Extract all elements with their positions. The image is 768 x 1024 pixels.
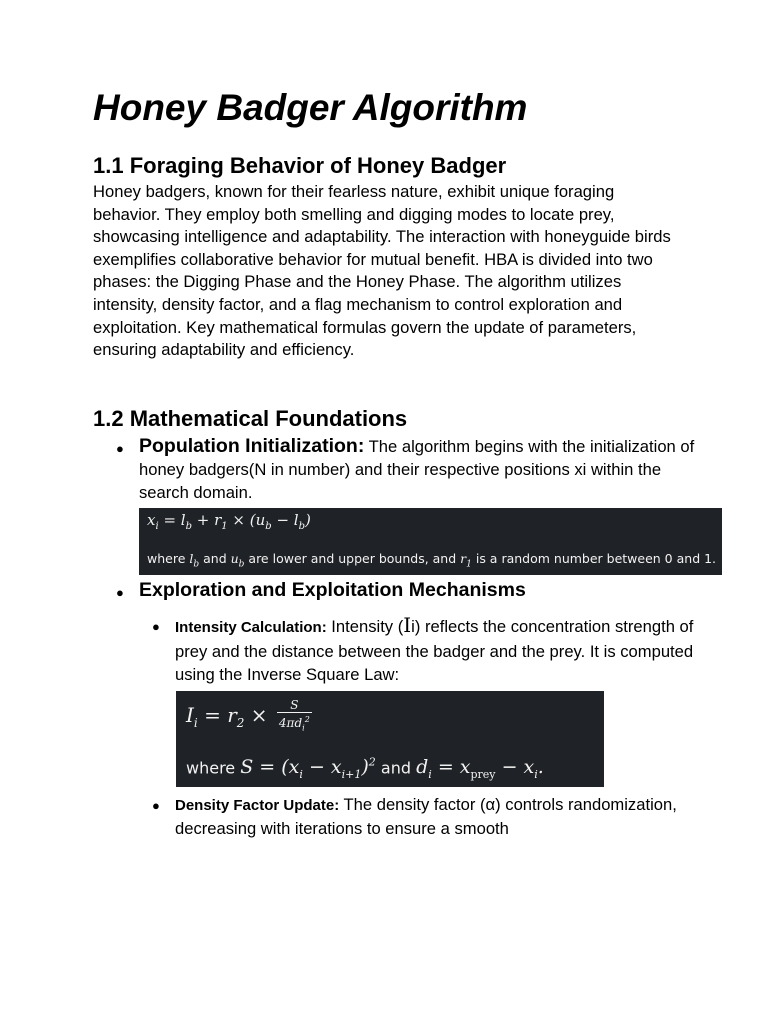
density-factor-text: The density factor (α) controls randomization, decreasing with iterations to ensure a smooth: [175, 795, 677, 838]
intensity-formula: $I_i = r_2$ × $\frac{S}{4\pi d_i^2}$: [186, 698, 310, 733]
section-heading-math-foundations: 1.2 Mathematical Foundations: [93, 406, 408, 431]
density-factor-lead: Density Factor Update:: [175, 797, 340, 814]
exploration-heading-item: [139, 579, 699, 602]
page-title: Honey Badger Algorithm: [93, 87, 528, 128]
intensity-formula-image: [176, 691, 604, 787]
intensity-formula-note: where $S = (x_i - x_{i+1})^2$ and $d_i = x_{prey} - x_i$.: [186, 756, 544, 782]
population-formula-image: [139, 508, 722, 575]
population-initialization-item: [139, 435, 699, 504]
population-initialization-lead: Population Initialization:: [139, 435, 365, 457]
foraging-paragraph: Honey badgers, known for their fearless nature, exhibit unique foraging behavior. They employ both smelling and digging modes to locate prey, showcasing intelligence and adaptability. The interaction with honeyguide birds exemplifies collaborative behavior for mutual benefit. HBA is divided into two phases: the Digging Phase and the Honey Phase. The algorithm utilizes intensity, density factor, and a flag mechanism to control exploration and exploitation. Key mathematical formulas govern the update of parameters, ensuring adaptability and efficiency.: [93, 182, 671, 360]
intensity-calculation-lead: Intensity Calculation:: [175, 619, 327, 636]
density-factor-item: [175, 793, 695, 840]
bullet-icon: ●: [152, 798, 160, 813]
section-heading-foraging: 1.1 Foraging Behavior of Honey Badger: [93, 153, 507, 178]
population-initialization-text: The algorithm begins with the initialization of honey badgers(N in number) and their respective positions xi within the search domain.: [139, 437, 695, 502]
intensity-symbol: I: [403, 613, 412, 637]
bullet-icon: ●: [116, 441, 124, 456]
population-formula: $x_i = l_b + r_1 \times (u_b - l_b)$: [147, 511, 311, 532]
population-formula-note: where $l_b$ and $u_b$ are lower and upper bounds, and $r_1$ is a random number between 0 and 1.: [147, 551, 717, 570]
bullet-icon: ●: [116, 585, 124, 600]
bullet-icon: ●: [152, 619, 160, 634]
exploration-heading: Exploration and Exploitation Mechanisms: [139, 579, 526, 601]
intensity-calculation-item: Intensity Calculation: Intensity (Ii) reflects the concentration strength of prey and the distance between the badger and the prey. It is computed using the Inverse Square Law:: [175, 613, 694, 684]
